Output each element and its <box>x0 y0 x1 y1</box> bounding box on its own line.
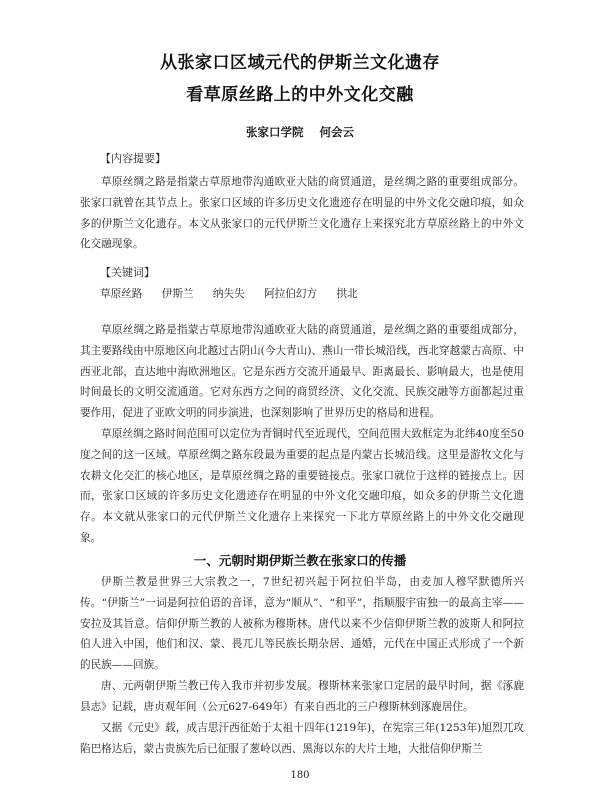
section-heading: 一、元朝时期伊斯兰教在张家口的传播 <box>193 553 407 568</box>
keyword: 阿拉伯幻方 <box>264 288 318 300</box>
title-line-2: 看草原丝路上的中外文化交融 <box>186 85 414 105</box>
abstract-text: 草原丝绸之路是指蒙古草原地带沟通欧亚大陆的商贸通道，是丝绸之路的重要组成部分。张家口就曾在其节点上。张家口区域的许多历史文化遗迹存在明显的中外文化交融印痕，如众多的伊斯兰文化遗存。本文从张家口的元代伊斯兰文化遗存上来探究北方草原丝路上的中外文化交融现象。 <box>80 176 524 251</box>
keyword: 拱北 <box>336 288 358 300</box>
keywords-label: 【关键词】 <box>100 266 155 279</box>
body-paragraph: 又据《元史》载，成吉思汗西征始于太祖十四年(1219年)，在宪宗三年(1253年)旭烈兀攻陷巴格达后，蒙古贵族先后已征服了葱岭以西、黑海以东的大片土地，大批信仰伊斯兰 <box>80 722 524 755</box>
body-paragraph: 草原丝绸之路是指蒙古草原地带沟通欧亚大陆的商贸通道，是丝绸之路的重要组成部分，其主要路线由中原地区向北越过古阴山(今大青山)、燕山一带长城沿线，西北穿越蒙古高原、中西亚北部，直达地中海欧洲地区。它是东西方交流开通最早、距离最长、影响最大，也是使用时间最长的文明交流通道。它对东西方之间的商贸经济、文化交流、民族交融等方面都起过重要作用，促进了亚欧文明的同步演进，也深刻影响了世界历史的格局和进程。 <box>80 324 524 420</box>
author-affiliation: 张家口学院 <box>245 125 304 139</box>
body-paragraph: 伊斯兰教是世界三大宗教之一，7世纪初兴起于阿拉伯半岛，由麦加人穆罕默德所兴传。“伊斯兰”一词是阿拉伯语的音译，意为“顺从”、“和平”，指顺服宇宙独一的最高主宰——安拉及其旨意。信仰伊斯兰教的人被称为穆斯林。唐代以来不少信仰伊斯兰教的波斯人和阿拉伯人进入中国，他们和汉、蒙、畏兀儿等民族长期杂居、通婚，元代在中国正式形成了一个新的民族——回族。 <box>80 576 524 672</box>
keywords-list <box>100 286 374 301</box>
keyword: 草原丝路 <box>100 288 143 300</box>
body-paragraph: 草原丝绸之路时间范围可以定位为青铜时代至近现代，空间范围大致框定为北纬40度至50度之间的这一区域。草原丝绸之路东段最为重要的起点是内蒙古长城沿线。这里是游牧文化与农耕文化交汇的核心地区，是草原丝绸之路的重要链接点。张家口就位于这样的链接点上。因而，张家口区域的许多历史文化遗迹存在明显的中外文化交融印痕，如众多的伊斯兰文化遗存。本文就从张家口的元代伊斯兰文化遗存上来探究一下北方草原丝路上的中外文化交融现象。 <box>80 428 524 544</box>
author-line <box>0 124 600 140</box>
author-name: 何会云 <box>319 125 354 139</box>
title-line-1: 从张家口区域元代的伊斯兰文化遗存 <box>160 53 440 73</box>
keyword: 纳失失 <box>212 288 245 300</box>
page-number: 180 <box>290 770 310 781</box>
abstract-label: 【内容提要】 <box>100 152 166 165</box>
keyword: 伊斯兰 <box>161 288 194 300</box>
body-paragraph: 唐、元两朝伊斯兰教已传入我市并初步发展。穆斯林来张家口定居的最早时间，据《涿鹿县志》记载，唐贞观年间（公元627-649年）有来自西北的三户穆斯林到涿鹿居住。 <box>80 680 524 713</box>
